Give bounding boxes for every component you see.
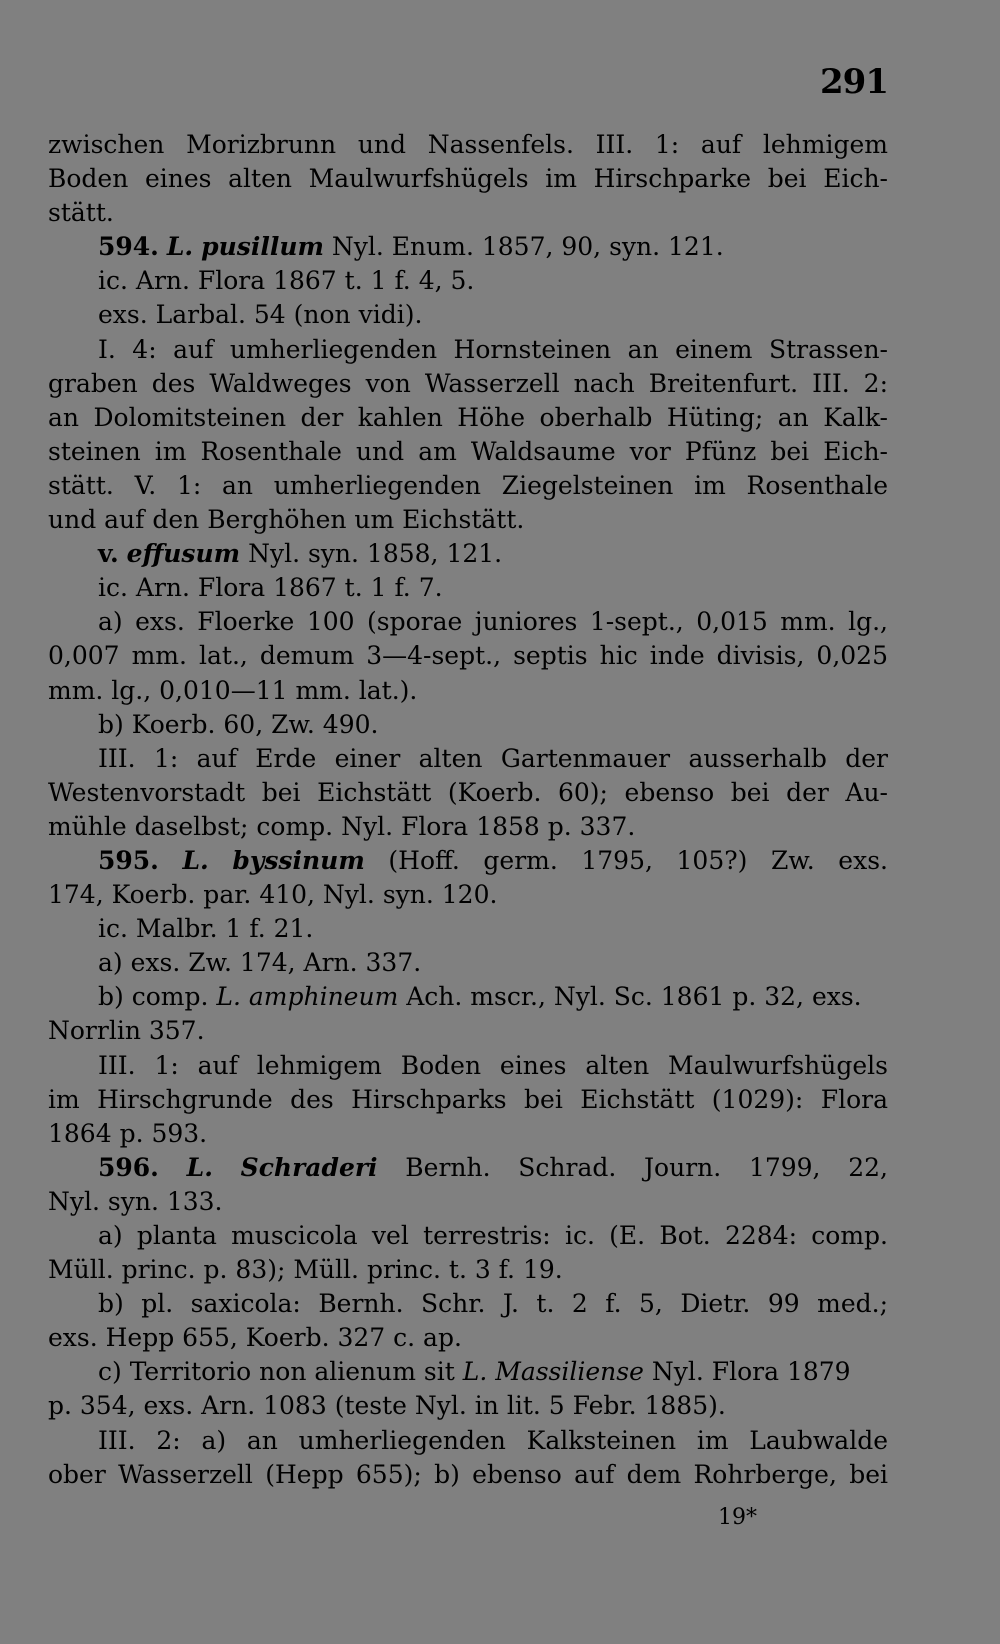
text-line: Müll. princ. p. 83); Müll. princ. t. 3 f. 19. — [48, 1255, 563, 1285]
line-prefix: b) comp. — [98, 982, 217, 1012]
text-line: steinen im Rosenthale und am Waldsaume vor Pfünz bei Eich- — [48, 436, 888, 466]
text-line: 1864 p. 593. — [48, 1118, 208, 1148]
text-line: 174, Koerb. par. 410, Nyl. syn. 120. — [48, 880, 498, 910]
text-line: Boden eines alten Maulwurfshügels im Hirschparke bei Eich- — [48, 164, 888, 194]
text-line: ober Wasserzell (Hepp 655); b) ebenso auf dem Rohrberge, bei — [48, 1459, 888, 1489]
signature-mark: 19* — [718, 1505, 757, 1530]
text-line: 0,007 mm. lat., demum 3—4-sept., septis hic inde divisis, 0,025 — [48, 641, 888, 671]
text-line: b) pl. saxicola: Bernh. Schr. J. t. 2 f. 5, Dietr. 99 med.; — [98, 1289, 888, 1319]
text-line: ic. Arn. Flora 1867 t. 1 f. 4, 5. — [98, 266, 475, 296]
text-line: ic. Arn. Flora 1867 t. 1 f. 7. — [98, 573, 443, 603]
genus-abbrev: L. — [166, 232, 194, 262]
species-name: byssinum — [232, 845, 365, 875]
citation: Bernh. Schrad. Journ. 1799, 22, — [405, 1152, 888, 1182]
text-line: b) Koerb. 60, Zw. 490. — [98, 709, 379, 739]
variety-marker: v. — [98, 539, 119, 569]
species-heading-596 — [48, 1151, 888, 1185]
species-name: Schraderi — [240, 1152, 378, 1182]
text-line: a) exs. Floerke 100 (sporae juniores 1-sept., 0,015 mm. lg., — [98, 607, 888, 637]
text-line — [48, 980, 888, 1014]
body-text — [48, 128, 888, 1492]
text-line: exs. Hepp 655, Koerb. 327 c. ap. — [48, 1323, 462, 1353]
species-heading-594 — [48, 230, 888, 264]
citation: (Hoff. germ. 1795, 105?) Zw. exs. — [388, 845, 888, 875]
line-rest: Nyl. Flora 1879 — [651, 1357, 851, 1387]
line-prefix: c) Territorio non alienum sit — [98, 1357, 463, 1387]
text-line: graben des Waldweges von Wasserzell nach Breitenfurt. III. 2: — [48, 368, 888, 398]
page-number: 291 — [820, 62, 888, 102]
text-line: exs. Larbal. 54 (non vidi). — [98, 300, 423, 330]
text-line: stätt. V. 1: an umherliegenden Ziegelsteinen im Rosenthale — [48, 470, 888, 500]
text-line: Westenvorstadt bei Eichstätt (Koerb. 60); ebenso bei der Au- — [48, 777, 888, 807]
text-line: I. 4: auf umherliegenden Hornsteinen an einem Strassen- — [98, 334, 888, 364]
entry-number: 594. — [98, 232, 159, 262]
text-line: a) exs. Zw. 174, Arn. 337. — [98, 948, 422, 978]
species-heading-595 — [48, 844, 888, 878]
text-line: mm. lg., 0,010—11 mm. lat.). — [48, 675, 418, 705]
text-line: mühle daselbst; comp. Nyl. Flora 1858 p. 337. — [48, 811, 636, 841]
text-line: III. 1: auf Erde einer alten Gartenmauer ausserhalb der — [98, 743, 888, 773]
entry-number: 596. — [98, 1152, 159, 1182]
genus-abbrev: L. — [182, 845, 209, 875]
text-line: ic. Malbr. 1 f. 21. — [98, 914, 314, 944]
genus-abbrev: L. — [186, 1152, 213, 1182]
variety-name: effusum — [126, 539, 241, 569]
text-line: Norrlin 357. — [48, 1016, 205, 1046]
text-line: III. 1: auf lehmigem Boden eines alten Maulwurfshügels — [98, 1050, 888, 1080]
text-line: a) planta muscicola vel terrestris: ic. (E. Bot. 2284: comp. — [98, 1221, 888, 1250]
text-line: und auf den Berghöhen um Eichstätt. — [48, 505, 525, 535]
text-line: Nyl. syn. 133. — [48, 1186, 223, 1216]
text-line — [48, 1355, 888, 1389]
italic-taxon: L. Massiliense — [462, 1357, 644, 1387]
text-line: zwischen Morizbrunn und Nassenfels. III. 1: auf lehmigem — [48, 130, 888, 159]
entry-number: 595. — [98, 845, 159, 875]
variety-heading — [48, 537, 888, 571]
citation: Nyl. syn. 1858, 121. — [248, 539, 503, 569]
text-line: stätt. — [48, 198, 114, 228]
text-line: III. 2: a) an umherliegenden Kalksteinen im Laubwalde — [98, 1425, 888, 1455]
italic-taxon: L. amphineum — [216, 982, 399, 1012]
text-line: p. 354, exs. Arn. 1083 (teste Nyl. in lit. 5 Febr. 1885). — [48, 1391, 726, 1421]
line-rest: Ach. mscr., Nyl. Sc. 1861 p. 32, exs. — [406, 982, 862, 1012]
species-name: pusillum — [201, 232, 324, 262]
citation: Nyl. Enum. 1857, 90, syn. 121. — [331, 232, 724, 262]
text-line: an Dolomitsteinen der kahlen Höhe oberhalb Hüting; an Kalk- — [48, 402, 888, 432]
text-line: im Hirschgrunde des Hirschparks bei Eichstätt (1029): Flora — [48, 1084, 888, 1114]
